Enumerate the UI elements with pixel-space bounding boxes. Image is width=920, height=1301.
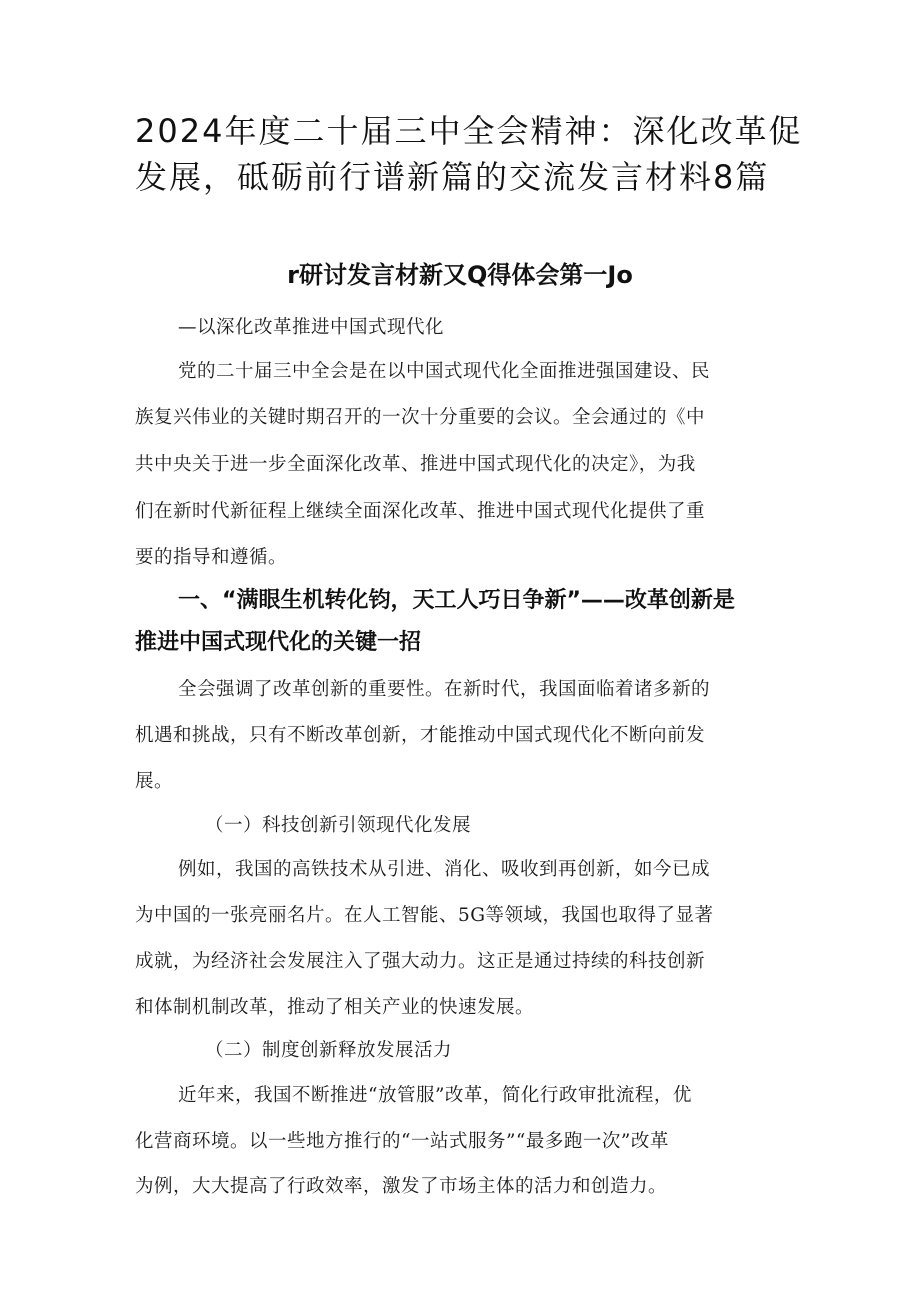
intro-line-5: 要的指导和遵循。: [135, 547, 288, 568]
document-tagline: —以深化改革推进中国式现代化: [178, 317, 445, 338]
intro-line-1: 党的二十届三中全会是在以中国式现代化全面推进强国建设、民: [178, 361, 711, 382]
subsection-2-body-line-1: 近年来，我国不断推进“放管服”改革，简化行政审批流程，优: [178, 1085, 692, 1106]
section-1-body-line-2: 机遇和挑战，只有不断改革创新，才能推动中国式现代化不断向前发: [135, 725, 706, 746]
intro-line-2: 族复兴伟业的关键时期召开的一次十分重要的会议。全会通过的《中: [135, 407, 706, 428]
document-subtitle: r研讨发言材新又Q得体会第一Jo: [287, 261, 633, 289]
document-title: [135, 108, 803, 200]
intro-line-3: 共中央关于进一步全面深化改革、推进中国式现代化的决定》，为我: [135, 454, 696, 475]
subsection-1-body-line-4: 和体制机制改革，推动了相关产业的快速发展。: [135, 997, 535, 1018]
subsection-2-body-line-3: 为例，大大提高了行政效率，激发了市场主体的活力和创造力。: [135, 1176, 668, 1197]
section-1-body-line-3: 展。: [135, 771, 174, 792]
section-1-heading-line-2: 推进中国式现代化的关键一招: [135, 630, 422, 655]
subsection-1-heading: （一）科技创新引领现代化发展: [205, 815, 472, 836]
intro-line-4: 们在新时代新征程上继续全面深化改革、推进中国式现代化提供了重: [135, 501, 706, 522]
section-1-body-line-1: 全会强调了改革创新的重要性。在新时代，我国面临着诸多新的: [178, 679, 711, 700]
subsection-2-body-line-2: 化营商环境。以一些地方推行的“一站式服务”“最多跑一次”改革: [135, 1131, 669, 1152]
section-1-heading-line-1: 一、“满眼生机转化钧，天工人巧日争新”——改革创新是: [178, 588, 735, 613]
subsection-1-body-line-1: 例如，我国的高铁技术从引进、消化、吸收到再创新，如今已成: [178, 859, 711, 880]
document-title-line-2: 发展，砥砺前行谱新篇的交流发言材料8篇: [135, 158, 770, 196]
subsection-1-body-line-2: 为中国的一张亮丽名片。在人工智能、5G等领域，我国也取得了显著: [135, 905, 714, 926]
subsection-1-body-line-3: 成就，为经济社会发展注入了强大动力。这正是通过持续的科技创新: [135, 951, 706, 972]
subsection-2-heading: （二）制度创新释放发展活力: [205, 1040, 453, 1061]
document-title-line-1: 2024年度二十届三中全会精神：深化改革促: [135, 112, 803, 150]
